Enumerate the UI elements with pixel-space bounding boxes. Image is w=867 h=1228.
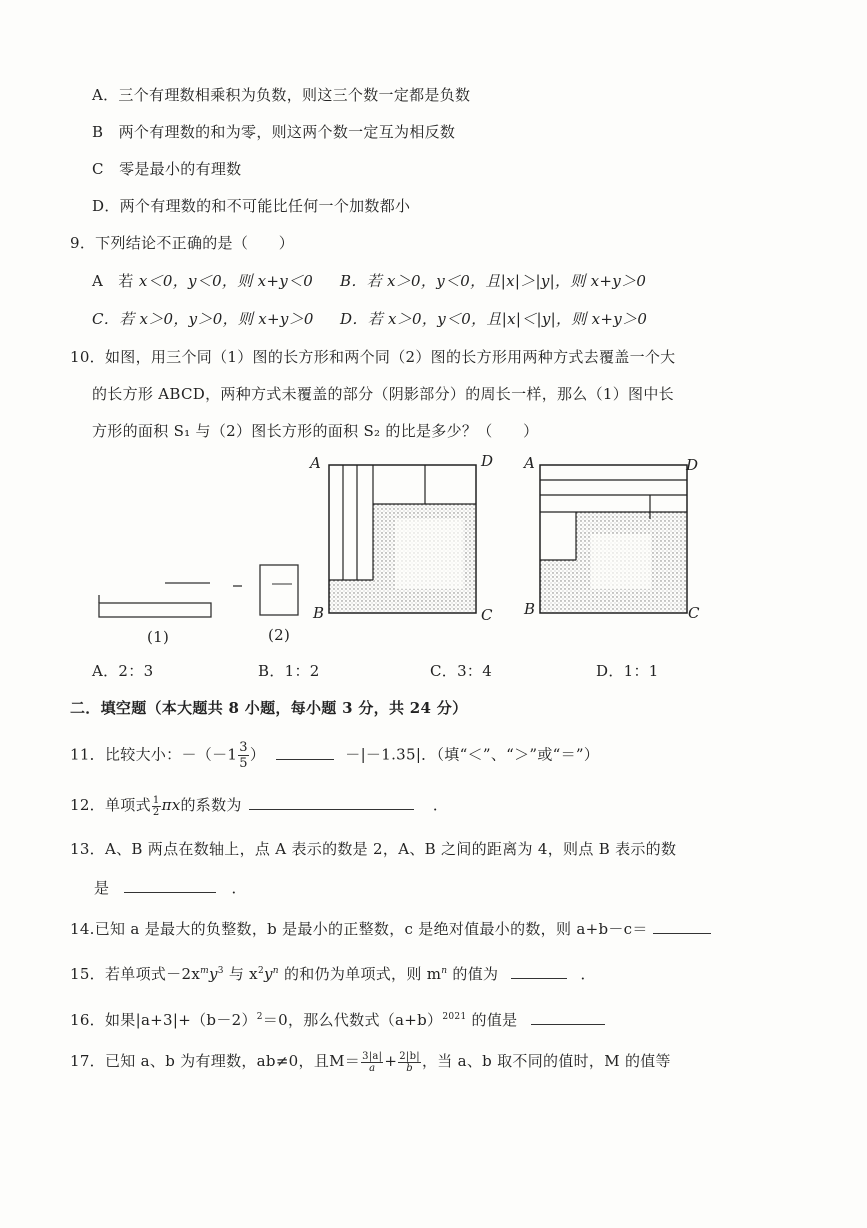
arr2-corner-b: B: [524, 600, 536, 618]
q17-f2-den: b: [406, 1062, 413, 1074]
q16-suffix: 的值是: [466, 1011, 518, 1029]
q10-line-3: 方形的面积 S₁ 与（2）图长方形的面积 S₂ 的比是多少？（ ）: [92, 422, 539, 440]
q9-option-a-label: A 若: [92, 272, 134, 290]
q14: [70, 918, 711, 939]
q12: [70, 794, 448, 818]
q17-prefix: 17．已知 a、b 为有理数，ab≠0，且M＝: [70, 1052, 361, 1070]
q11-fraction: [238, 740, 249, 771]
arr2-corner-a: A: [524, 454, 536, 472]
q15-suffix: 的和仍为单项式，则 m: [278, 965, 442, 983]
abcd-arrangement-1: [325, 464, 477, 614]
q8-option-a: A．三个有理数相乘积为负数，则这三个数一定都是负数: [92, 86, 471, 104]
abcd-arrangement-2: [536, 464, 688, 614]
q11-mid: ）: [249, 745, 266, 764]
q17-suffix: ，当 a、b 取不同的值时，M 的值等: [421, 1052, 671, 1070]
q8-option-d: D．两个有理数的和不可能比任何一个加数都小: [92, 197, 411, 215]
q14-answer-blank[interactable]: [653, 919, 711, 934]
q10-option-b: B．1：2: [258, 662, 320, 680]
figure-1-rectangle: [95, 575, 220, 625]
arr1-corner-c: C: [481, 606, 493, 624]
q11-prefix: 11．比较大小：－（－1: [70, 745, 238, 764]
q11-frac-num: 3: [239, 740, 248, 755]
q15-end: ．: [580, 965, 596, 983]
q15-sup-3: 3: [217, 966, 224, 976]
q16-prefix: 16．如果|a+3|+（b－2）: [70, 1011, 257, 1029]
q12-frac-den: 2: [152, 806, 160, 818]
q15-mid: 与 x: [223, 965, 258, 983]
q8-option-b: B 两个有理数的和为零，则这两个数一定互为相反数: [92, 123, 456, 141]
q17-f1-num: 3|a|: [362, 1050, 383, 1062]
q16: [70, 1009, 605, 1030]
q12-suffix: 的系数为: [180, 796, 242, 814]
q17-fraction-2: [398, 1051, 421, 1074]
q17-f2-num: 2|b|: [399, 1050, 420, 1062]
q13-line-2-text: 是: [94, 879, 110, 897]
q9-option-b: B．若 x＞0，y＜0，且|x|＞|y|，则 x+y＞0: [340, 272, 647, 290]
q10-line-1: 10．如图，用三个同（1）图的长方形和两个同（2）图的长方形用两种方式去覆盖一个大: [70, 348, 676, 366]
q12-answer-blank[interactable]: [249, 795, 414, 810]
arr1-corner-b: B: [313, 604, 325, 622]
q15-answer-blank[interactable]: [511, 964, 567, 979]
arr2-corner-d: D: [686, 456, 699, 474]
q10-option-c: C．3：4: [430, 662, 493, 680]
q11: [70, 740, 599, 771]
q9-option-a-body: x＜0，y＜0，则 x+y＜0: [138, 272, 314, 290]
q13-end: ．: [231, 879, 247, 897]
q17-f1-den: a: [369, 1062, 376, 1074]
q8-option-c: C 零是最小的有理数: [92, 160, 242, 178]
q17: [70, 1050, 671, 1074]
q15-y: y: [208, 965, 218, 983]
q12-fraction: [152, 795, 161, 818]
figure-1-caption: (1): [147, 628, 170, 646]
q12-end: ．: [432, 796, 449, 814]
q15-suffix2: 的值为: [447, 965, 499, 983]
q9-option-c: C．若 x＞0，y＞0，则 x+y＞0: [92, 310, 314, 328]
q13-line-2: [94, 877, 247, 898]
q12-frac-num: 1: [152, 794, 160, 806]
q12-prefix: 12．单项式: [70, 796, 151, 814]
arr1-corner-a: A: [310, 454, 322, 472]
q15-sup-2: 2: [257, 966, 264, 976]
q10-option-a: A．2：3: [92, 662, 154, 680]
q15-prefix: 15．若单项式－2x: [70, 965, 201, 983]
q15-y2: y: [263, 965, 273, 983]
figure-2-rectangle: [256, 560, 306, 620]
q15: [70, 963, 596, 984]
q16-answer-blank[interactable]: [531, 1010, 605, 1025]
q11-suffix: －|－1.35|．（填“＜”、“＞”或“＝”）: [345, 745, 600, 764]
q11-answer-blank[interactable]: [276, 745, 334, 760]
q15-sup-n2: n: [441, 966, 448, 976]
q17-plus: +: [384, 1052, 398, 1070]
q9-option-d: D．若 x＞0，y＜0，且|x|＜|y|，则 x+y＞0: [340, 310, 648, 328]
figure-dash: [232, 584, 244, 588]
arr2-corner-c: C: [688, 604, 700, 622]
q10-option-d: D．1：1: [596, 662, 659, 680]
q9-option-a: [92, 270, 313, 291]
arr1-corner-d: D: [481, 452, 494, 470]
q10-line-2: 的长方形 ABCD，两种方式未覆盖的部分（阴影部分）的周长一样，那么（1）图中长: [92, 385, 674, 403]
q9-stem: 9．下列结论不正确的是（ ）: [70, 234, 295, 252]
q15-sup-m: m: [200, 966, 209, 976]
q16-sup-2: 2: [256, 1012, 263, 1022]
q13-answer-blank[interactable]: [124, 878, 216, 893]
q13-line-1: 13．A、B 两点在数轴上，点 A 表示的数是 2，A、B 之间的距离为 4，则点 B 表示的数: [70, 840, 677, 858]
q12-expr: πx: [161, 796, 181, 814]
q14-text: 14.已知 a 是最大的负整数，b 是最小的正整数，c 是绝对值最小的数，则 a+b－c＝: [70, 920, 648, 938]
q11-frac-den: 5: [239, 756, 248, 771]
section-2-title: 二．填空题（本大题共 8 小题，每小题 3 分，共 24 分）: [70, 699, 468, 717]
q15-sup-n: n: [272, 966, 279, 976]
q16-sup-2021: 2021: [442, 1012, 467, 1022]
figure-2-caption: (2): [268, 626, 291, 644]
q17-fraction-1: [361, 1051, 383, 1074]
q16-mid: ＝0，那么代数式（a+b）: [262, 1011, 443, 1029]
